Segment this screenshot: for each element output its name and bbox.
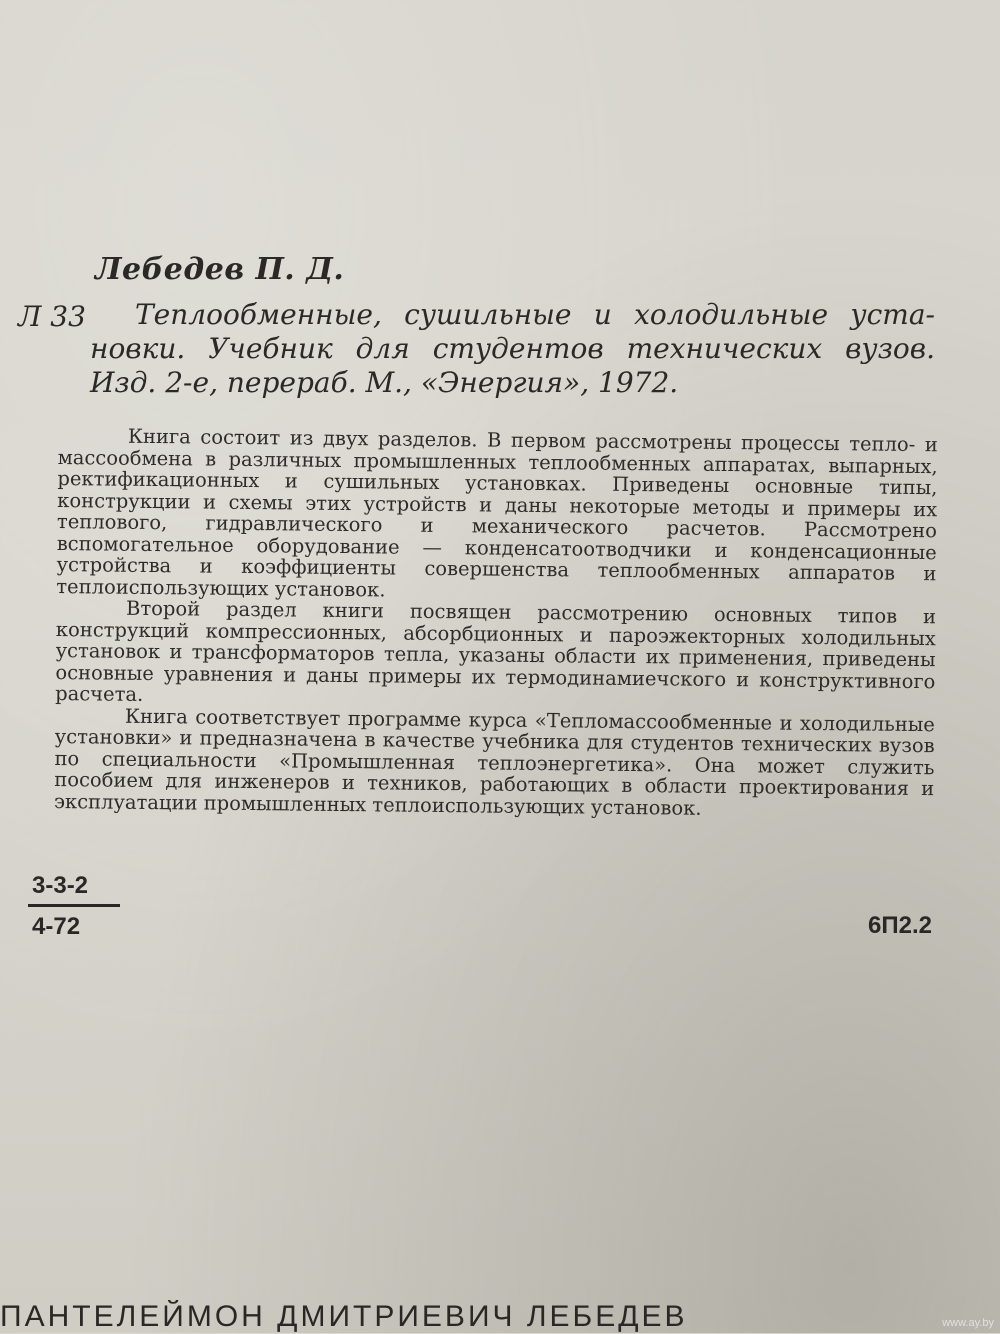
code-numerator: 3-3-2 [32,872,89,899]
book-title [90,298,935,400]
code-denominator: 4-72 [32,913,81,940]
catalog-index: Л 33 [18,300,86,333]
classification-code: 6П2.2 [868,912,932,939]
title-line: новки. Учебник для студентов технических вузов. [90,332,935,365]
annotation-text [54,425,938,821]
price-code [28,872,120,941]
author-name: Лебедев П. Д. [95,252,345,287]
title-line: Теплообменные, сушильные и холодильные уста- [135,298,935,331]
title-line: Изд. 2-е, перераб. М., «Энергия», 1972. [90,366,679,399]
full-author-name: ПАНТЕЛЕЙМОН ДМИТРИЕВИЧ ЛЕБЕДЕВ [0,1300,688,1333]
annotation-paragraph: Книга соответствует программе курса «Тепломассообменные и холодильные установки» и предназначена в качестве учебника для студентов технических вузов по специальности «Промышленная теплоэнергетика». Она может служить пособием для инженеров и техников, работающих в области проектирования и эксплуатации промышленных теплоиспользующих установок. [53,704,936,820]
watermark: www.ay.by [942,1317,994,1329]
annotation-paragraph: Второй раздел книги посвящен рассмотрению основных типов и конструкций компрессионных, абсорбционных и пароэжекторных холодильных установок и трансформаторов тепла, указаны области их применения, приведены основные уравнения и даны примеры их термодинамиечского и конструктивного расчета. [55,596,937,706]
annotation-paragraph: Книга состоит из двух разделов. В первом рассмотрены процессы тепло- и массообмена в различных промышленных теплообменных аппаратах, выпарных, ректификационных и сушильных установках. Приведены основные типы, конструкции и схемы этих устройств и даны некоторые методы и примеры их теплового, гидравлического и механического расчетов. Рассмотрено вспомогательное оборудование — конденсатоотводчики и конденсационные устройства и коэффициенты совершенства теплообменных аппаратов и теплоиспользующих установок. [56,424,938,601]
fraction-rule [28,904,120,907]
